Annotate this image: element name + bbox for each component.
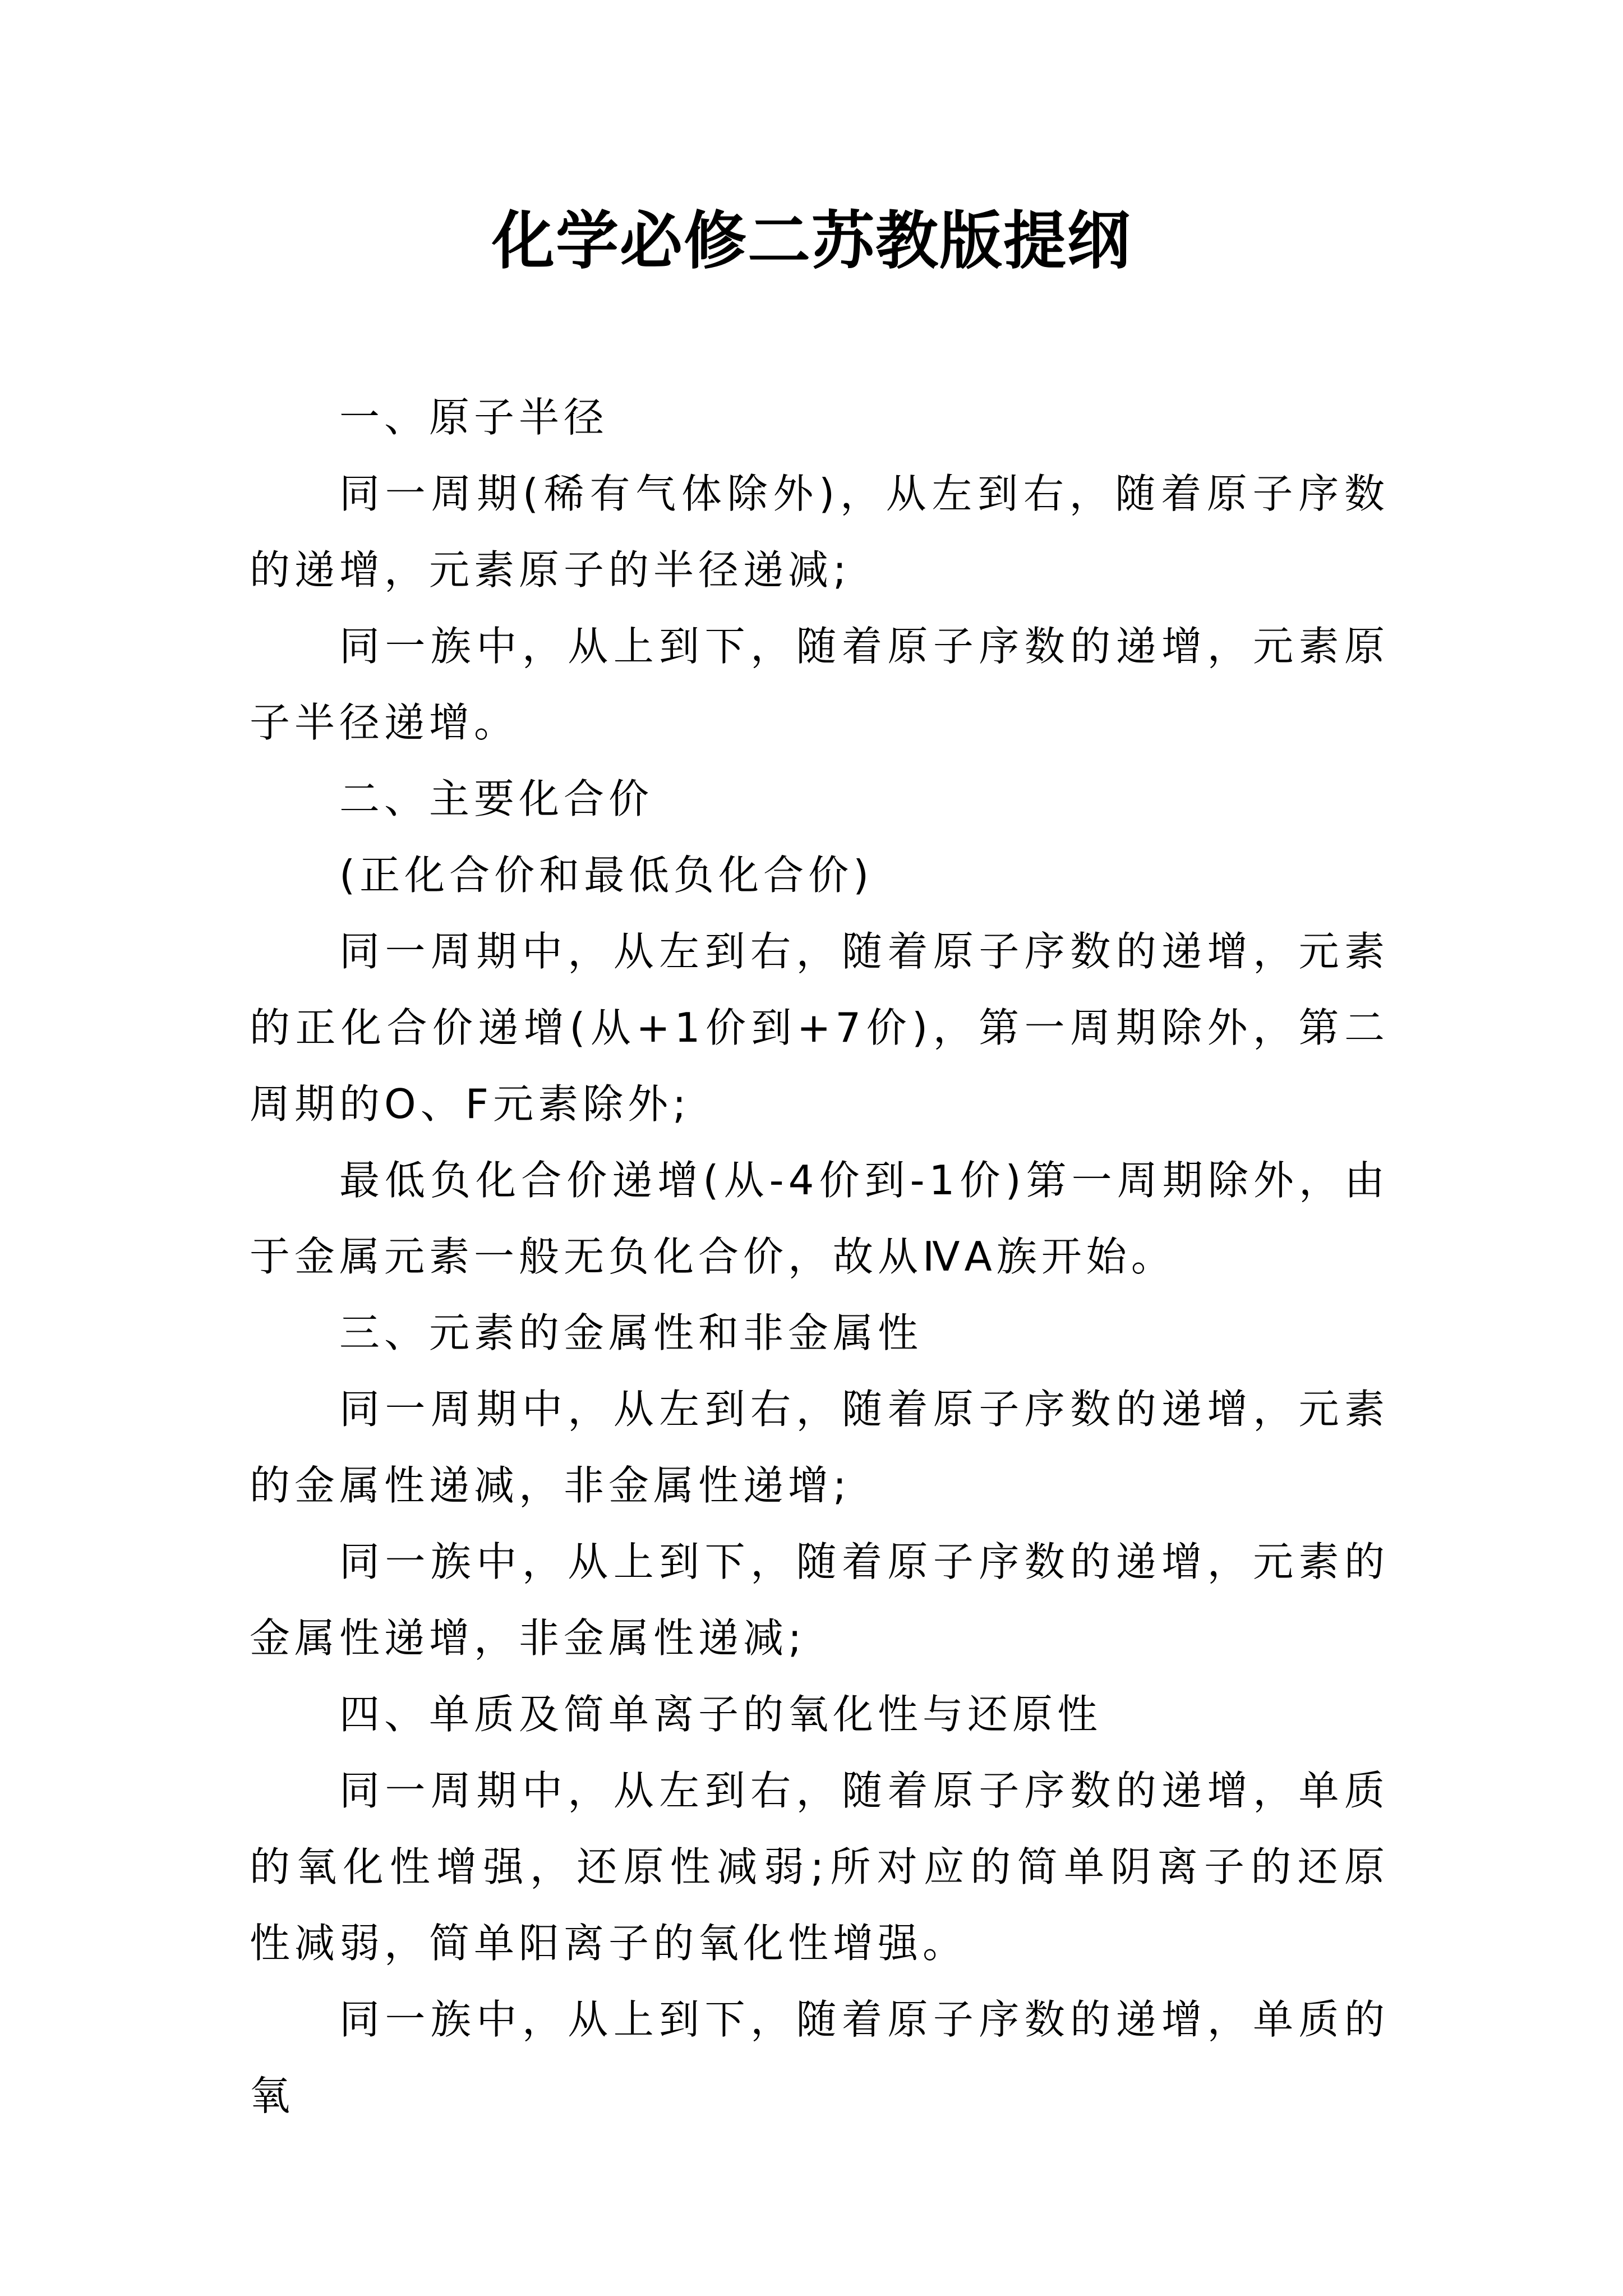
paragraph: 同一族中，从上到下，随着原子序数的递增，单质的氧 — [250, 1996, 1389, 2119]
paragraph: 最低负化合价递增(从-4价到-1价)第一周期除外，由于金属元素一般无负化合价，故从ⅣA族开始。 — [250, 1157, 1389, 1280]
paragraph: 同一周期中，从左到右，随着原子序数的递增，元素的金属性递减，非金属性递增; — [250, 1386, 1389, 1509]
heading-main-valence: 二、主要化合价 — [339, 775, 654, 822]
document-title: 化学必修二苏教版提纲 — [492, 204, 1131, 278]
heading-metallic-nonmetallic: 三、元素的金属性和非金属性 — [339, 1309, 923, 1356]
paragraph: 同一周期(稀有气体除外)，从左到右，随着原子序数的递增，元素原子的半径递减; — [250, 470, 1389, 593]
document-body — [250, 379, 1389, 2134]
paragraph: (正化合价和最低负化合价) — [339, 852, 874, 899]
paragraph: 同一族中，从上到下，随着原子序数的递增，元素原子半径递增。 — [250, 623, 1389, 746]
paragraph: 同一周期中，从左到右，随着原子序数的递增，元素的正化合价递增(从+1价到+7价)，第一周期除外，第二周期的O、F元素除外; — [250, 928, 1389, 1128]
heading-atomic-radius: 一、原子半径 — [339, 394, 609, 441]
heading-oxidation-reduction: 四、单质及简单离子的氧化性与还原性 — [339, 1691, 1103, 1738]
paragraph: 同一周期中，从左到右，随着原子序数的递增，单质的氧化性增强，还原性减弱;所对应的简单阴离子的还原性减弱，简单阳离子的氧化性增强。 — [250, 1767, 1389, 1967]
paragraph: 同一族中，从上到下，随着原子序数的递增，元素的金属性递增，非金属性递减; — [250, 1538, 1389, 1662]
